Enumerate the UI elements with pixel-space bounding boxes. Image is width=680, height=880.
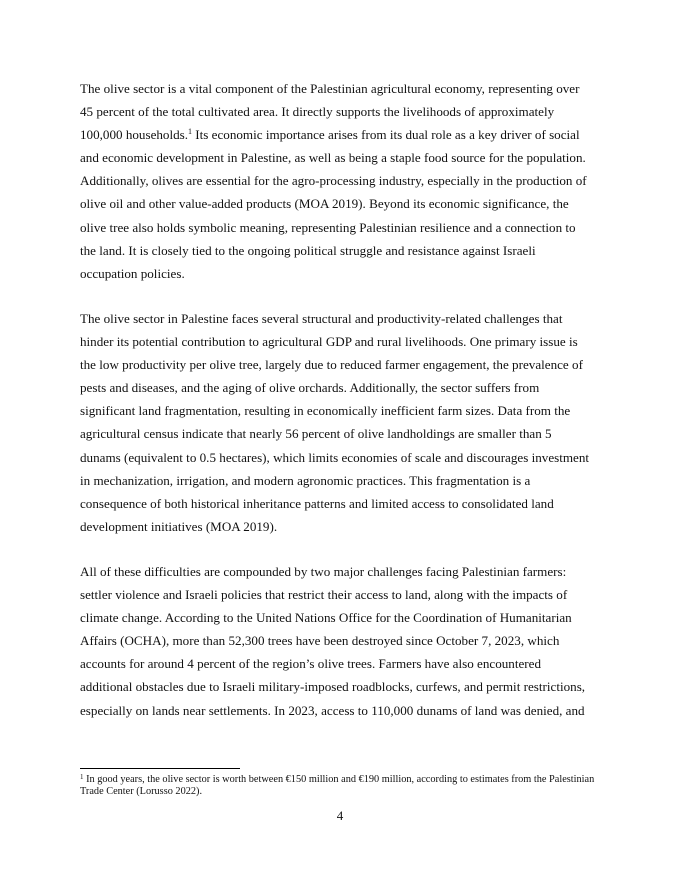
text-line: the land. It is closely tied to the ongoing political struggle and resistance against Israeli <box>80 242 536 258</box>
footnote-text: In good years, the olive sector is worth between €150 million and €190 million, according to estimates from the Palestinian Trade Center (Lorusso 2022). <box>80 774 595 798</box>
text-line: dunams (equivalent to 0.5 hectares), which limits economies of scale and discourages investment <box>80 449 590 465</box>
text-line: 45 percent of the total cultivated area. It directly supports the livelihoods of approximately <box>80 104 555 120</box>
text-line: olive oil and other value-added products (MOA 2019). Beyond its economic significance, the <box>80 196 569 212</box>
text-line: The olive sector in Palestine faces several structural and productivity-related challenges that <box>80 311 563 326</box>
text-line: climate change. According to the United Nations Office for the Coordination of Humanitarian <box>80 610 572 626</box>
text-line: and economic development in Palestine, as well as being a staple food source for the population. <box>80 150 586 166</box>
text-line: development initiatives (MOA 2019). <box>80 518 278 534</box>
text-line: significant land fragmentation, resulting in economically inefficient farm sizes. Data from the <box>80 403 571 419</box>
page-number: 4 <box>336 808 344 823</box>
text-fragment: 100,000 households. <box>80 127 189 143</box>
paragraph-sector-challenges <box>80 307 600 538</box>
text-line: occupation policies. <box>80 265 185 281</box>
text-line: additional obstacles due to Israeli military-imposed roadblocks, curfews, and permit restrictions, <box>80 679 586 695</box>
text-line: pests and diseases, and the aging of olive orchards. Additionally, the sector suffers from <box>80 380 540 396</box>
paragraph-compounded-difficulties <box>80 560 600 722</box>
text-line: especially on lands near settlements. In 2023, access to 110,000 dunams of land was denied, and <box>80 702 585 718</box>
text-line: Additionally, olives are essential for the agro-processing industry, especially in the production of <box>80 173 587 189</box>
text-line: in mechanization, irrigation, and modern agronomic practices. This fragmentation is a <box>80 472 531 488</box>
text-line: settler violence and Israeli policies that restrict their access to land, along with the impacts of <box>80 587 568 603</box>
footnote <box>80 774 600 799</box>
text-line: olive tree also holds symbolic meaning, representing Palestinian resilience and a connection to <box>80 219 576 235</box>
text-line: The olive sector is a vital component of the Palestinian agricultural economy, representing over <box>80 81 580 96</box>
paragraph-olive-sector-importance <box>80 77 600 285</box>
text-line: consequence of both historical inheritance patterns and limited access to consolidated land <box>80 495 554 511</box>
text-line-with-footnote-ref <box>80 123 600 146</box>
text-line: the low productivity per olive tree, largely due to reduced farmer engagement, the prevalence of <box>80 357 583 373</box>
text-fragment: Its economic importance arises from its dual role as a key driver of social <box>192 127 580 143</box>
text-line: All of these difficulties are compounded by two major challenges facing Palestinian farmers: <box>80 564 567 579</box>
footnote-separator <box>80 768 240 769</box>
footnote-reference: 1 <box>188 127 193 137</box>
text-line: accounts for around 4 percent of the region’s olive trees. Farmers have also encountered <box>80 656 542 672</box>
text-line: hinder its potential contribution to agricultural GDP and rural livelihoods. One primary issue is <box>80 334 578 350</box>
footnote-marker: 1 <box>80 773 84 781</box>
text-line: Affairs (OCHA), more than 52,300 trees have been destroyed since October 7, 2023, which <box>80 633 560 649</box>
text-line: agricultural census indicate that nearly 56 percent of olive landholdings are smaller than 5 <box>80 426 552 442</box>
